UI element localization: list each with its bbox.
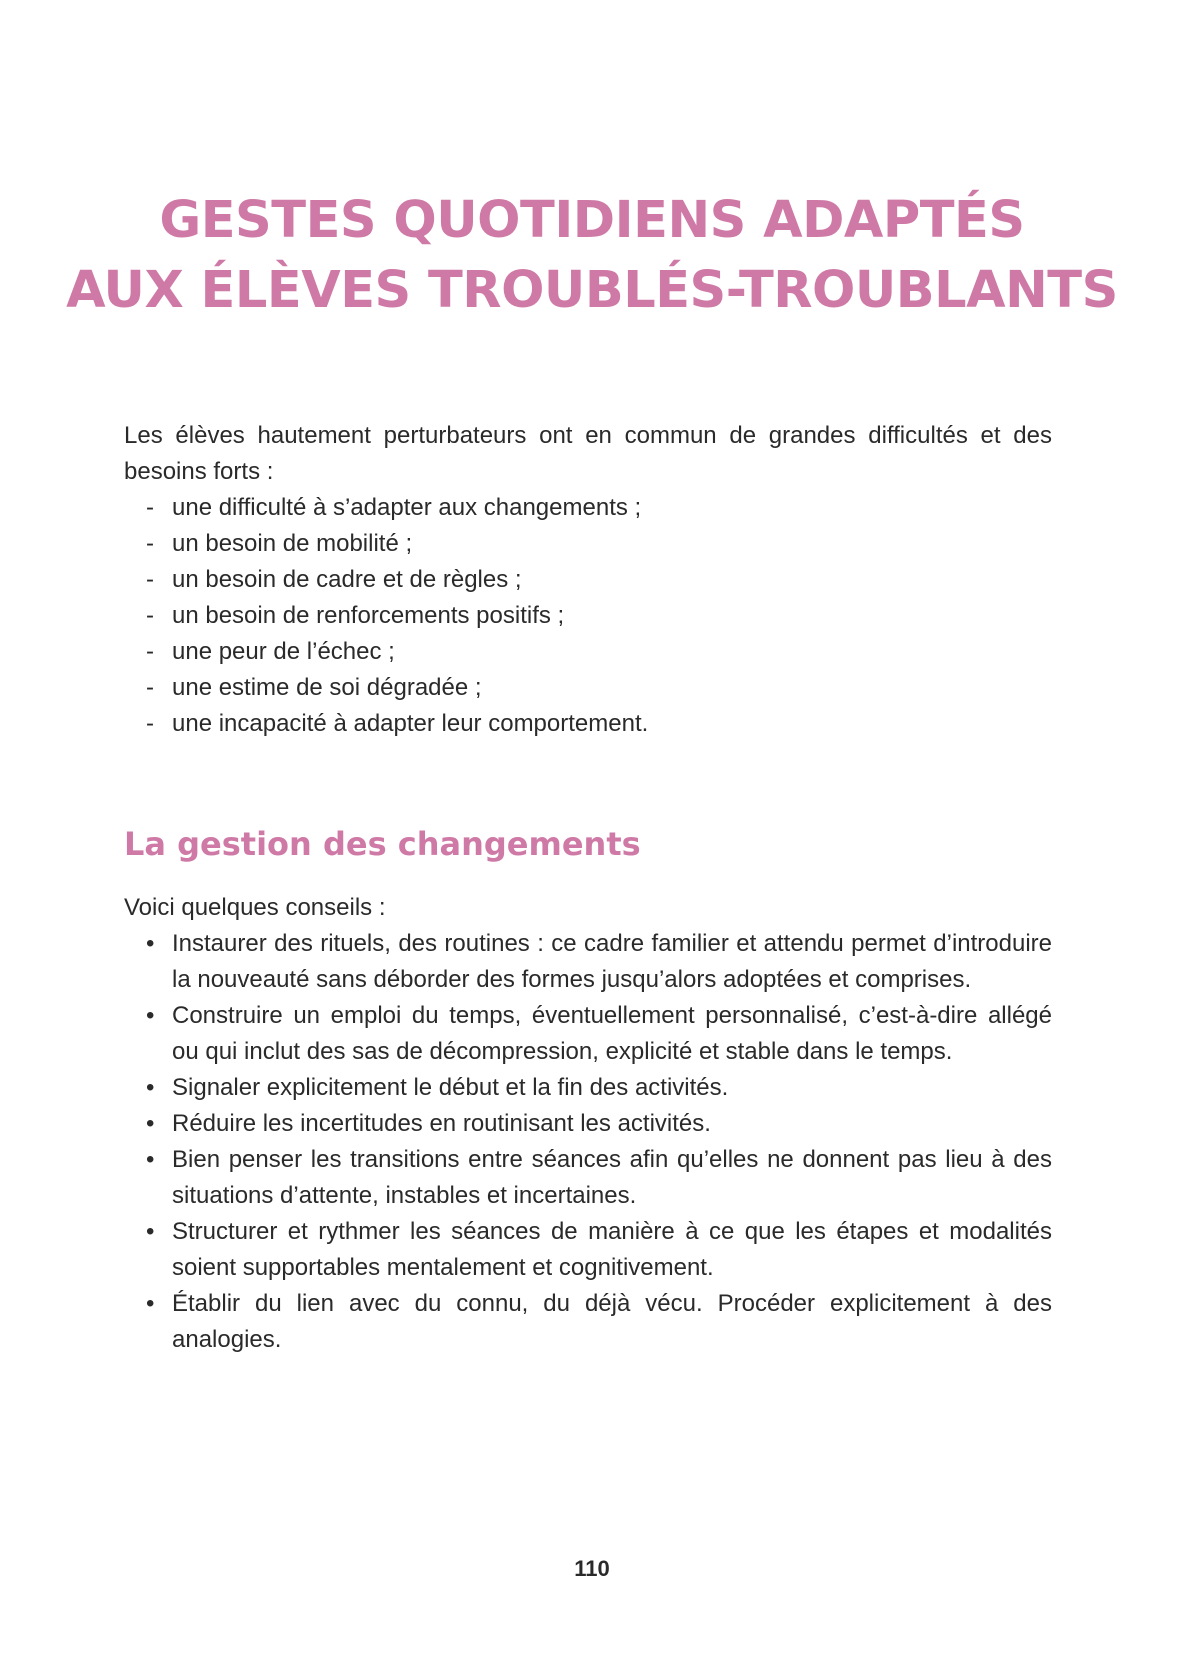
page-title-line-1: GESTES QUOTIDIENS ADAPTÉS: [159, 191, 1025, 250]
needs-list-item: - une peur de l’échec ;: [124, 634, 1052, 670]
advice-list-item: • Structurer et rythmer les séances de manière à ce que les étapes et modalités soient supportables mentalement et cognitivement.: [124, 1214, 1052, 1286]
advice-list-item: • Instaurer des rituels, des routines : ce cadre familier et attendu permet d’introduire la nouveauté sans déborder des formes jusqu’alors adoptées et comprises.: [124, 926, 1052, 998]
section-heading: La gestion des changements: [124, 825, 641, 863]
advice-intro: Voici quelques conseils :: [124, 894, 386, 921]
needs-list-item: - un besoin de cadre et de règles ;: [124, 562, 1052, 598]
needs-list-item: - une incapacité à adapter leur comportement.: [124, 706, 1052, 742]
advice-list: [124, 926, 1052, 1358]
page-number: 110: [574, 1556, 610, 1581]
needs-list: [124, 490, 1052, 742]
advice-list-item: • Signaler explicitement le début et la fin des activités.: [124, 1070, 1052, 1106]
needs-list-item: - un besoin de mobilité ;: [124, 526, 1052, 562]
intro-paragraph: Les élèves hautement perturbateurs ont en commun de grandes difficultés et des besoins forts :: [124, 422, 1052, 485]
advice-list-item: • Établir du lien avec du connu, du déjà vécu. Procéder explicitement à des analogies.: [124, 1286, 1052, 1358]
needs-list-item: - un besoin de renforcements positifs ;: [124, 598, 1052, 634]
needs-list-item: - une estime de soi dégradée ;: [124, 670, 1052, 706]
advice-list-item: • Bien penser les transitions entre séances afin qu’elles ne donnent pas lieu à des situations d’attente, instables et incertaines.: [124, 1142, 1052, 1214]
needs-list-item: - une difficulté à s’adapter aux changements ;: [124, 490, 1052, 526]
page-title-line-2: AUX ÉLÈVES TROUBLÉS-TROUBLANTS: [66, 261, 1118, 320]
advice-list-item: • Construire un emploi du temps, éventuellement personnalisé, c’est-à-dire allégé ou qui inclut des sas de décompression, explicité et stable dans le temps.: [124, 998, 1052, 1070]
page-title: [0, 186, 1184, 326]
advice-list-item: • Réduire les incertitudes en routinisant les activités.: [124, 1106, 1052, 1142]
